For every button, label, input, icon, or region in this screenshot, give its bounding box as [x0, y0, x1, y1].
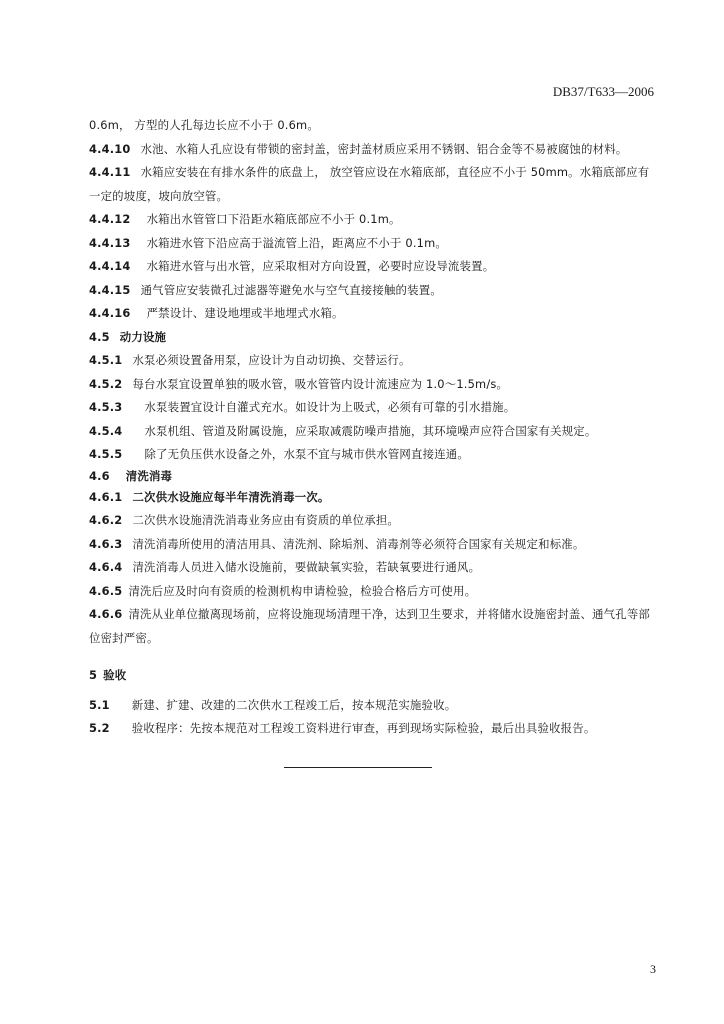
section-number: 4.6: [89, 468, 110, 483]
clause-number: 4.4.12: [89, 212, 131, 226]
clause-4-6-4: [89, 556, 659, 580]
clause-number: 4.6.6: [89, 607, 123, 621]
clause-4-4-14: [89, 255, 659, 279]
clause-4-4-16: [89, 302, 659, 326]
clause-4-6-1: [89, 486, 659, 510]
clause-4-5-1: [89, 349, 659, 373]
clause-4-5-3: [89, 396, 659, 420]
clause-text: 水泵机组、管道及附属设施，应采取减震防噪声措施，其环境噪声应符合国家有关规定。: [144, 423, 597, 438]
clause-4-6-5: [89, 580, 659, 604]
clause-text: 二次供水设施应每半年清洗消毒一次。: [132, 489, 330, 504]
clause-text: 清洗消毒人员进入储水设施前，要做缺氧实验，若缺氧要进行通风。: [132, 560, 481, 574]
clause-4-4-11: [89, 161, 659, 208]
section-heading-4-5: [89, 326, 659, 350]
clause-5-2: [89, 717, 659, 741]
clause-text: 水箱出水管管口下沿距水箱底部应不小于 0.1m。: [146, 212, 401, 226]
clause-5-1: [89, 694, 659, 718]
clause-number: 4.5.3: [89, 400, 123, 414]
clause-number: 4.4.11: [89, 165, 131, 179]
clause-text: 通气管应安装微孔过滤器等避免水与空气直接接触的装置。: [140, 282, 442, 297]
clause-text: 验收程序：先按本规范对工程竣工资料进行审查，再到现场实际检验，最后出具验收报告。: [131, 721, 596, 735]
section-title: 验收: [103, 668, 127, 682]
clause-text: 新建、扩建、改建的二次供水工程竣工后，按本规范实施验收。: [131, 697, 457, 712]
clause-text: 清洗消毒所使用的清洁用具、清洗剂、除垢剂、消毒剂等必须符合国家有关规定和标准。: [132, 536, 585, 551]
section-heading-4-6: [89, 467, 659, 486]
clause-4-5-2: [89, 373, 659, 397]
clause-number: 4.6.1: [89, 489, 123, 504]
clause-number: 4.5.1: [89, 353, 123, 367]
clause-4-6-2: [89, 509, 659, 533]
clause-number: 4.6.3: [89, 536, 123, 551]
spacer: [89, 650, 659, 664]
clause-number: 4.6.2: [89, 513, 123, 527]
clause-text: 清洗从业单位撤离现场前，应将设施现场清理干净，达到卫生要求，并将储水设施密封盖、通气孔等部位密封严密。: [89, 607, 651, 645]
clause-4-6-3: [89, 533, 659, 557]
section-number: 4.5: [89, 329, 110, 344]
clause-number: 5.2: [89, 721, 110, 735]
clause-number: 4.4.13: [89, 235, 131, 250]
clause-4-6-6: [89, 603, 659, 650]
clause-number: 4.6.5: [89, 583, 123, 598]
clause-4-5-4: [89, 420, 659, 444]
clause-number: 4.6.4: [89, 560, 123, 574]
end-of-document-rule: [284, 767, 432, 768]
clause-text: 除了无负压供水设备之外，水泵不宜与城市供水管网直接连通。: [144, 447, 469, 461]
clause-text: 水箱进水管下沿应高于溢流管上沿，距离应不小于 0.1m。: [146, 235, 447, 250]
line-text: 0.6m， 方型的人孔每边长应不小于 0.6m。: [89, 118, 319, 132]
clause-4-4-12: [89, 208, 659, 232]
page-number: 3: [650, 962, 656, 976]
clause-text: 水箱应安装在有排水条件的底盘上， 放空管应设在水箱底部，直径应不小于 50mm。水箱底部应有一定的坡度，坡向放空管。: [89, 165, 650, 203]
section-title: 清洗消毒: [125, 468, 173, 483]
clause-text: 水泵必须设置备用泵，应设计为自动切换、交替运行。: [132, 353, 411, 367]
clause-text: 水池、水箱人孔应设有带锁的密封盖，密封盖材质应采用不锈钢、铝合金等不易被腐蚀的材料。: [140, 141, 628, 156]
clause-4-4-13: [89, 232, 659, 256]
clause-text: 清洗后应及时向有资质的检测机构申请检验，检验合格后方可使用。: [128, 583, 477, 598]
clause-text: 严禁设计、建设地埋或半地埋式水箱。: [146, 306, 344, 320]
clause-number: 4.5.4: [89, 423, 123, 438]
clause-number: 4.4.16: [89, 306, 131, 320]
clause-text: 每台水泵宜设置单独的吸水管，吸水管管内设计流速应为 1.0～1.5m/s。: [132, 376, 509, 391]
clause-number: 4.5.2: [89, 376, 123, 391]
standard-code: DB37/T633—2006: [552, 84, 654, 99]
clause-4-4-10: [89, 138, 659, 162]
clause-text: 水泵装置宜设计自灌式充水。如设计为上吸式，必须有可靠的引水措施。: [144, 400, 516, 414]
clause-number: 4.4.10: [89, 141, 131, 156]
section-heading-5: [89, 664, 659, 688]
section-title: 动力设施: [119, 329, 167, 344]
clause-number: 4.4.14: [89, 259, 131, 273]
document-body: [89, 114, 659, 741]
clause-number: 5.1: [89, 697, 110, 712]
clause-text: 水箱进水管与出水管，应采取相对方向设置，必要时应设导流装置。: [146, 259, 495, 273]
clause-number: 4.4.15: [89, 282, 131, 297]
section-number: 5: [89, 668, 98, 682]
clause-number: 4.5.5: [89, 447, 123, 461]
clause-text: 二次供水设施清洗消毒业务应由有资质的单位承担。: [132, 513, 400, 527]
text-line: [89, 114, 659, 138]
clause-4-5-5: [89, 443, 659, 467]
clause-4-4-15: [89, 279, 659, 303]
